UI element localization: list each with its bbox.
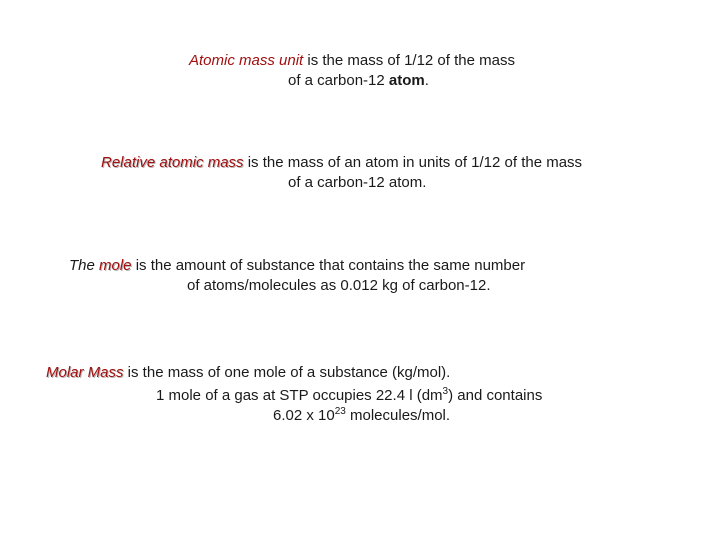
molar-line-2 (156, 387, 542, 405)
molar-text-b-pre: 1 mole of a gas at STP occupies 22.4 l (dm (156, 387, 443, 404)
mole-line-1 (69, 257, 525, 275)
molar-text-c-sup: 23 (334, 406, 346, 417)
relative-line-2 (288, 174, 426, 192)
amu-text-a: is the mass of 1/12 of the mass (303, 52, 515, 69)
amu-line-1 (189, 52, 515, 70)
relative-term: Relative atomic mass (101, 154, 244, 171)
relative-text-b: of a carbon-12 atom. (288, 174, 427, 191)
molar-line-3 (273, 407, 450, 425)
mole-prefix: The (69, 257, 100, 274)
molar-text-b-sup: 3 (442, 386, 449, 397)
molar-text-c-post: molecules/mol. (345, 407, 451, 424)
mole-line-2 (187, 277, 491, 295)
mole-text-b: of atoms/molecules as 0.012 kg of carbon-12. (187, 277, 491, 294)
amu-term: Atomic mass unit (189, 52, 304, 69)
amu-text-b: of a carbon-12 (288, 72, 389, 89)
mole-term: mole (99, 257, 132, 274)
molar-text-b-post: ) and contains (448, 387, 543, 404)
relative-text-a: is the mass of an atom in units of 1/12 of the mass (243, 154, 583, 171)
molar-line-1 (46, 364, 450, 382)
relative-line-1 (101, 154, 582, 172)
molar-text-c-pre: 6.02 x 10 (273, 407, 335, 424)
mole-text-a: is the amount of substance that contains the same number (131, 257, 526, 274)
amu-bold-word: atom (388, 72, 425, 89)
molar-text-a: is the mass of one mole of a substance (kg/mol). (123, 364, 451, 381)
molar-term: Molar Mass (46, 364, 124, 381)
amu-end: . (424, 72, 429, 89)
amu-line-2 (288, 72, 429, 90)
